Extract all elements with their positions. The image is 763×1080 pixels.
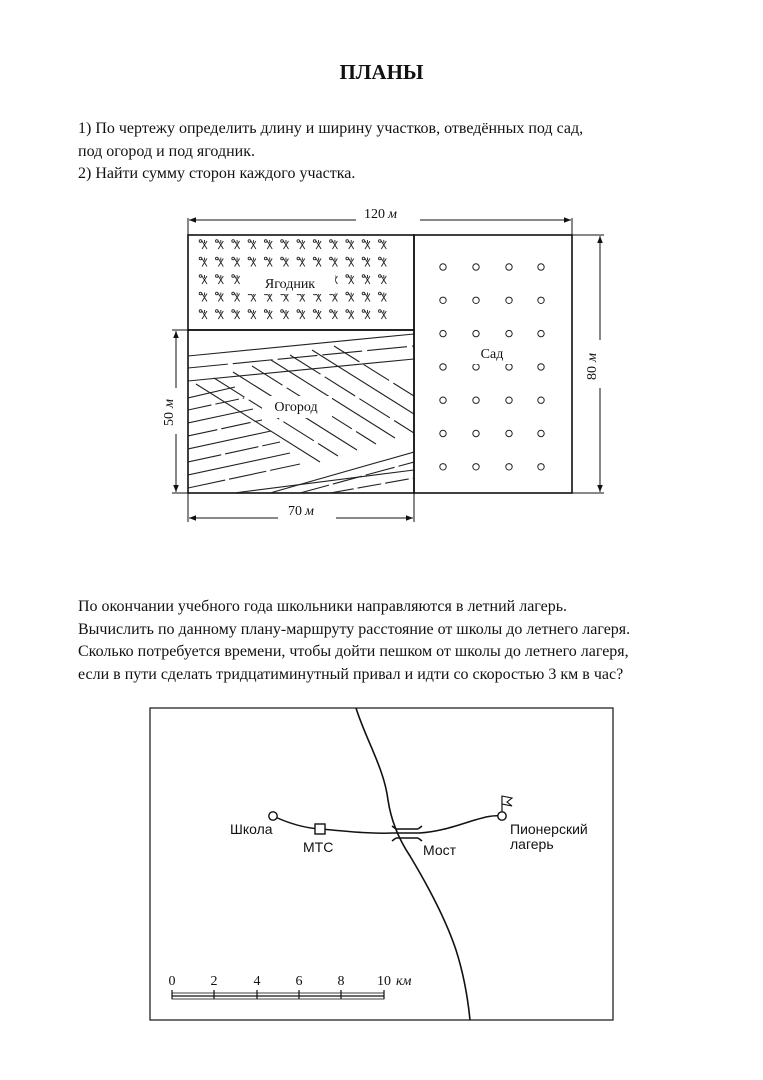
dim-right-unit: м <box>585 353 600 362</box>
garden-tree-dot <box>440 297 446 303</box>
berry-dot <box>248 310 251 313</box>
berry-dot <box>281 257 284 260</box>
garden-tree-dot <box>440 330 446 336</box>
scale-tick-label: 4 <box>253 974 261 989</box>
berry-bush-symbol <box>316 240 321 249</box>
dim-top-unit: м <box>388 207 397 222</box>
berry-bush-symbol <box>300 310 305 319</box>
garden-tree-dot <box>440 430 446 436</box>
garden-tree-dot <box>506 264 512 270</box>
berry-dot <box>216 240 219 243</box>
garden-tree-dot <box>538 330 544 336</box>
berry-bush-symbol <box>300 258 305 267</box>
berry-dot <box>232 275 235 278</box>
berry-bush-symbol <box>267 258 272 267</box>
school-label: Школа <box>230 821 273 837</box>
garden-tree-dot <box>506 430 512 436</box>
task2-line: если в пути сделать тридцатиминутный привал и идти со скоростью 3 км в час? <box>78 665 624 683</box>
berry-bush-symbol <box>284 258 289 267</box>
berry-dot <box>362 275 365 278</box>
river-line <box>356 708 470 1020</box>
berry-dot <box>297 257 300 260</box>
berry-bush-symbol <box>365 310 370 319</box>
garden-tree-dot <box>506 364 512 370</box>
garden-tree-dot <box>473 364 479 370</box>
berry-dot <box>281 240 284 243</box>
garden-trees <box>440 264 544 470</box>
berry-dot <box>232 292 235 295</box>
task2-line: Вычислить по данному плану-маршруту расстояние от школы до летнего лагеря. <box>78 620 631 638</box>
task2-line: Сколько потребуется времени, чтобы дойти пешком от школы до летнего лагеря, <box>78 643 629 660</box>
berry-bush-symbol <box>267 240 272 249</box>
berry-bush-symbol <box>332 240 337 249</box>
berry-dot <box>379 240 382 243</box>
berry-dot <box>248 240 251 243</box>
berry-bush-symbol <box>349 240 354 249</box>
garden-tree-dot <box>473 264 479 270</box>
berry-bush-symbol <box>381 275 386 284</box>
garden-tree-dot <box>440 264 446 270</box>
berry-bush-symbol <box>381 293 386 302</box>
berry-dot <box>264 257 267 260</box>
berry-bush-symbol <box>218 258 223 267</box>
berry-dot <box>264 310 267 313</box>
berry-bush-symbol <box>251 310 256 319</box>
berry-dot <box>216 292 219 295</box>
berry-bush-symbol <box>381 258 386 267</box>
berry-bush-symbol <box>381 240 386 249</box>
berry-dot <box>281 310 284 313</box>
berry-bush-symbol <box>349 310 354 319</box>
berry-dot <box>199 292 202 295</box>
garden-tree-dot <box>506 464 512 470</box>
berry-bush-symbol <box>218 240 223 249</box>
berry-bush-symbol <box>235 258 240 267</box>
garden-tree-dot <box>538 297 544 303</box>
berry-dot <box>199 240 202 243</box>
garden-tree-dot <box>473 430 479 436</box>
berry-dot <box>199 310 202 313</box>
berry-bush-symbol <box>316 258 321 267</box>
garden-tree-dot <box>473 397 479 403</box>
berry-bush-symbol <box>349 258 354 267</box>
garden-label: Сад <box>480 347 504 362</box>
berry-bush-symbol <box>202 293 207 302</box>
scale-unit: км <box>396 974 412 989</box>
garden-tree-dot <box>473 330 479 336</box>
berry-dot <box>297 240 300 243</box>
berry-dot <box>297 310 300 313</box>
berry-dot <box>330 310 333 313</box>
berry-label: Ягодник <box>264 277 316 292</box>
berry-dot <box>362 240 365 243</box>
berry-dot <box>379 257 382 260</box>
berry-dot <box>362 292 365 295</box>
camp-flag-icon <box>498 796 512 820</box>
dim-left-value: 50 <box>162 412 177 426</box>
berry-dot <box>232 257 235 260</box>
task2-line: По окончании учебного года школьники направляются в летний лагерь. <box>78 598 568 615</box>
vegetable-label: Огород <box>274 400 318 415</box>
berry-dot <box>232 310 235 313</box>
berry-dot <box>216 275 219 278</box>
dim-top-value: 120 <box>364 207 385 222</box>
garden-tree-dot <box>440 364 446 370</box>
berry-bush-symbol <box>202 310 207 319</box>
garden-tree-dot <box>506 297 512 303</box>
garden-tree-dot <box>506 397 512 403</box>
dim-right-value: 80 <box>585 366 600 380</box>
berry-dot <box>248 257 251 260</box>
dim-bottom-unit: м <box>305 504 314 519</box>
route-map <box>150 708 613 1020</box>
berry-bush-symbol <box>218 310 223 319</box>
berry-dot <box>264 240 267 243</box>
berry-dot <box>330 257 333 260</box>
berry-dot <box>232 240 235 243</box>
route-line <box>273 816 501 833</box>
garden-tree-dot <box>473 464 479 470</box>
berry-bush-symbol <box>251 240 256 249</box>
berry-bush-symbol <box>365 258 370 267</box>
garden-tree-dot <box>538 397 544 403</box>
berry-bush-symbol <box>202 258 207 267</box>
berry-dot <box>313 257 316 260</box>
berry-dot <box>346 292 349 295</box>
scale-tick-label: 8 <box>337 974 345 989</box>
berry-dot <box>313 310 316 313</box>
berry-dot <box>362 257 365 260</box>
scale-tick-label: 2 <box>210 974 218 989</box>
berry-dot <box>346 275 349 278</box>
berry-bush-symbol <box>365 240 370 249</box>
berry-dot <box>313 240 316 243</box>
camp-label-line1: Пионерский <box>510 821 588 837</box>
page-title: ПЛАНЫ <box>339 60 424 84</box>
berry-dot <box>216 310 219 313</box>
plot-plan <box>162 206 610 522</box>
garden-tree-dot <box>538 364 544 370</box>
garden-tree-dot <box>506 330 512 336</box>
scale-bar <box>169 974 412 999</box>
berry-bush-symbol <box>349 275 354 284</box>
berry-dot <box>379 310 382 313</box>
berry-bush-symbol <box>267 310 272 319</box>
garden-tree-dot <box>473 297 479 303</box>
berry-dot <box>216 257 219 260</box>
berry-dot <box>199 275 202 278</box>
berry-bush-symbol <box>235 310 240 319</box>
task1-line: 1) По чертежу определить длину и ширину участков, отведённых под сад, <box>78 120 584 137</box>
berry-bush-symbol <box>332 310 337 319</box>
mts-marker <box>315 824 325 834</box>
berry-bush-symbol <box>202 240 207 249</box>
garden-tree-dot <box>440 397 446 403</box>
garden-tree-dot <box>440 464 446 470</box>
task1-line: под огород и под ягодник. <box>78 142 255 160</box>
garden-tree-dot <box>538 430 544 436</box>
berry-bush-symbol <box>365 275 370 284</box>
garden-tree-dot <box>538 464 544 470</box>
dim-left-unit: м <box>162 399 177 408</box>
berry-bush-symbol <box>235 240 240 249</box>
berry-dot <box>330 240 333 243</box>
berry-bush-symbol <box>218 293 223 302</box>
berry-bush-symbol <box>202 275 207 284</box>
dim-bottom-value: 70 <box>288 504 302 519</box>
berry-dot <box>199 257 202 260</box>
berry-dot <box>346 310 349 313</box>
berry-bush-symbol <box>381 310 386 319</box>
berry-dot <box>362 310 365 313</box>
bridge-label: Мост <box>423 842 457 858</box>
school-marker <box>269 812 277 820</box>
scale-tick-label: 10 <box>377 974 391 989</box>
task1-line: 2) Найти сумму сторон каждого участка. <box>78 165 356 182</box>
berry-dot <box>379 292 382 295</box>
berry-bush-symbol <box>235 275 240 284</box>
berry-bush-symbol <box>365 293 370 302</box>
berry-bush-symbol <box>332 258 337 267</box>
berry-dot <box>346 257 349 260</box>
berry-bush-symbol <box>251 258 256 267</box>
berry-dot <box>346 240 349 243</box>
berry-bush-symbol <box>300 240 305 249</box>
berry-bush-symbol <box>218 275 223 284</box>
berry-bush-symbol <box>284 240 289 249</box>
mts-label: МТС <box>303 839 334 855</box>
scale-tick-label: 0 <box>168 974 176 989</box>
garden-tree-dot <box>538 264 544 270</box>
berry-bush-symbol <box>235 293 240 302</box>
berry-bush-symbol <box>316 310 321 319</box>
scale-tick-label: 6 <box>295 974 303 989</box>
berry-dot <box>379 275 382 278</box>
berry-bush-symbol <box>284 310 289 319</box>
berry-bush-symbol <box>349 293 354 302</box>
camp-label-line2: лагерь <box>510 836 554 852</box>
